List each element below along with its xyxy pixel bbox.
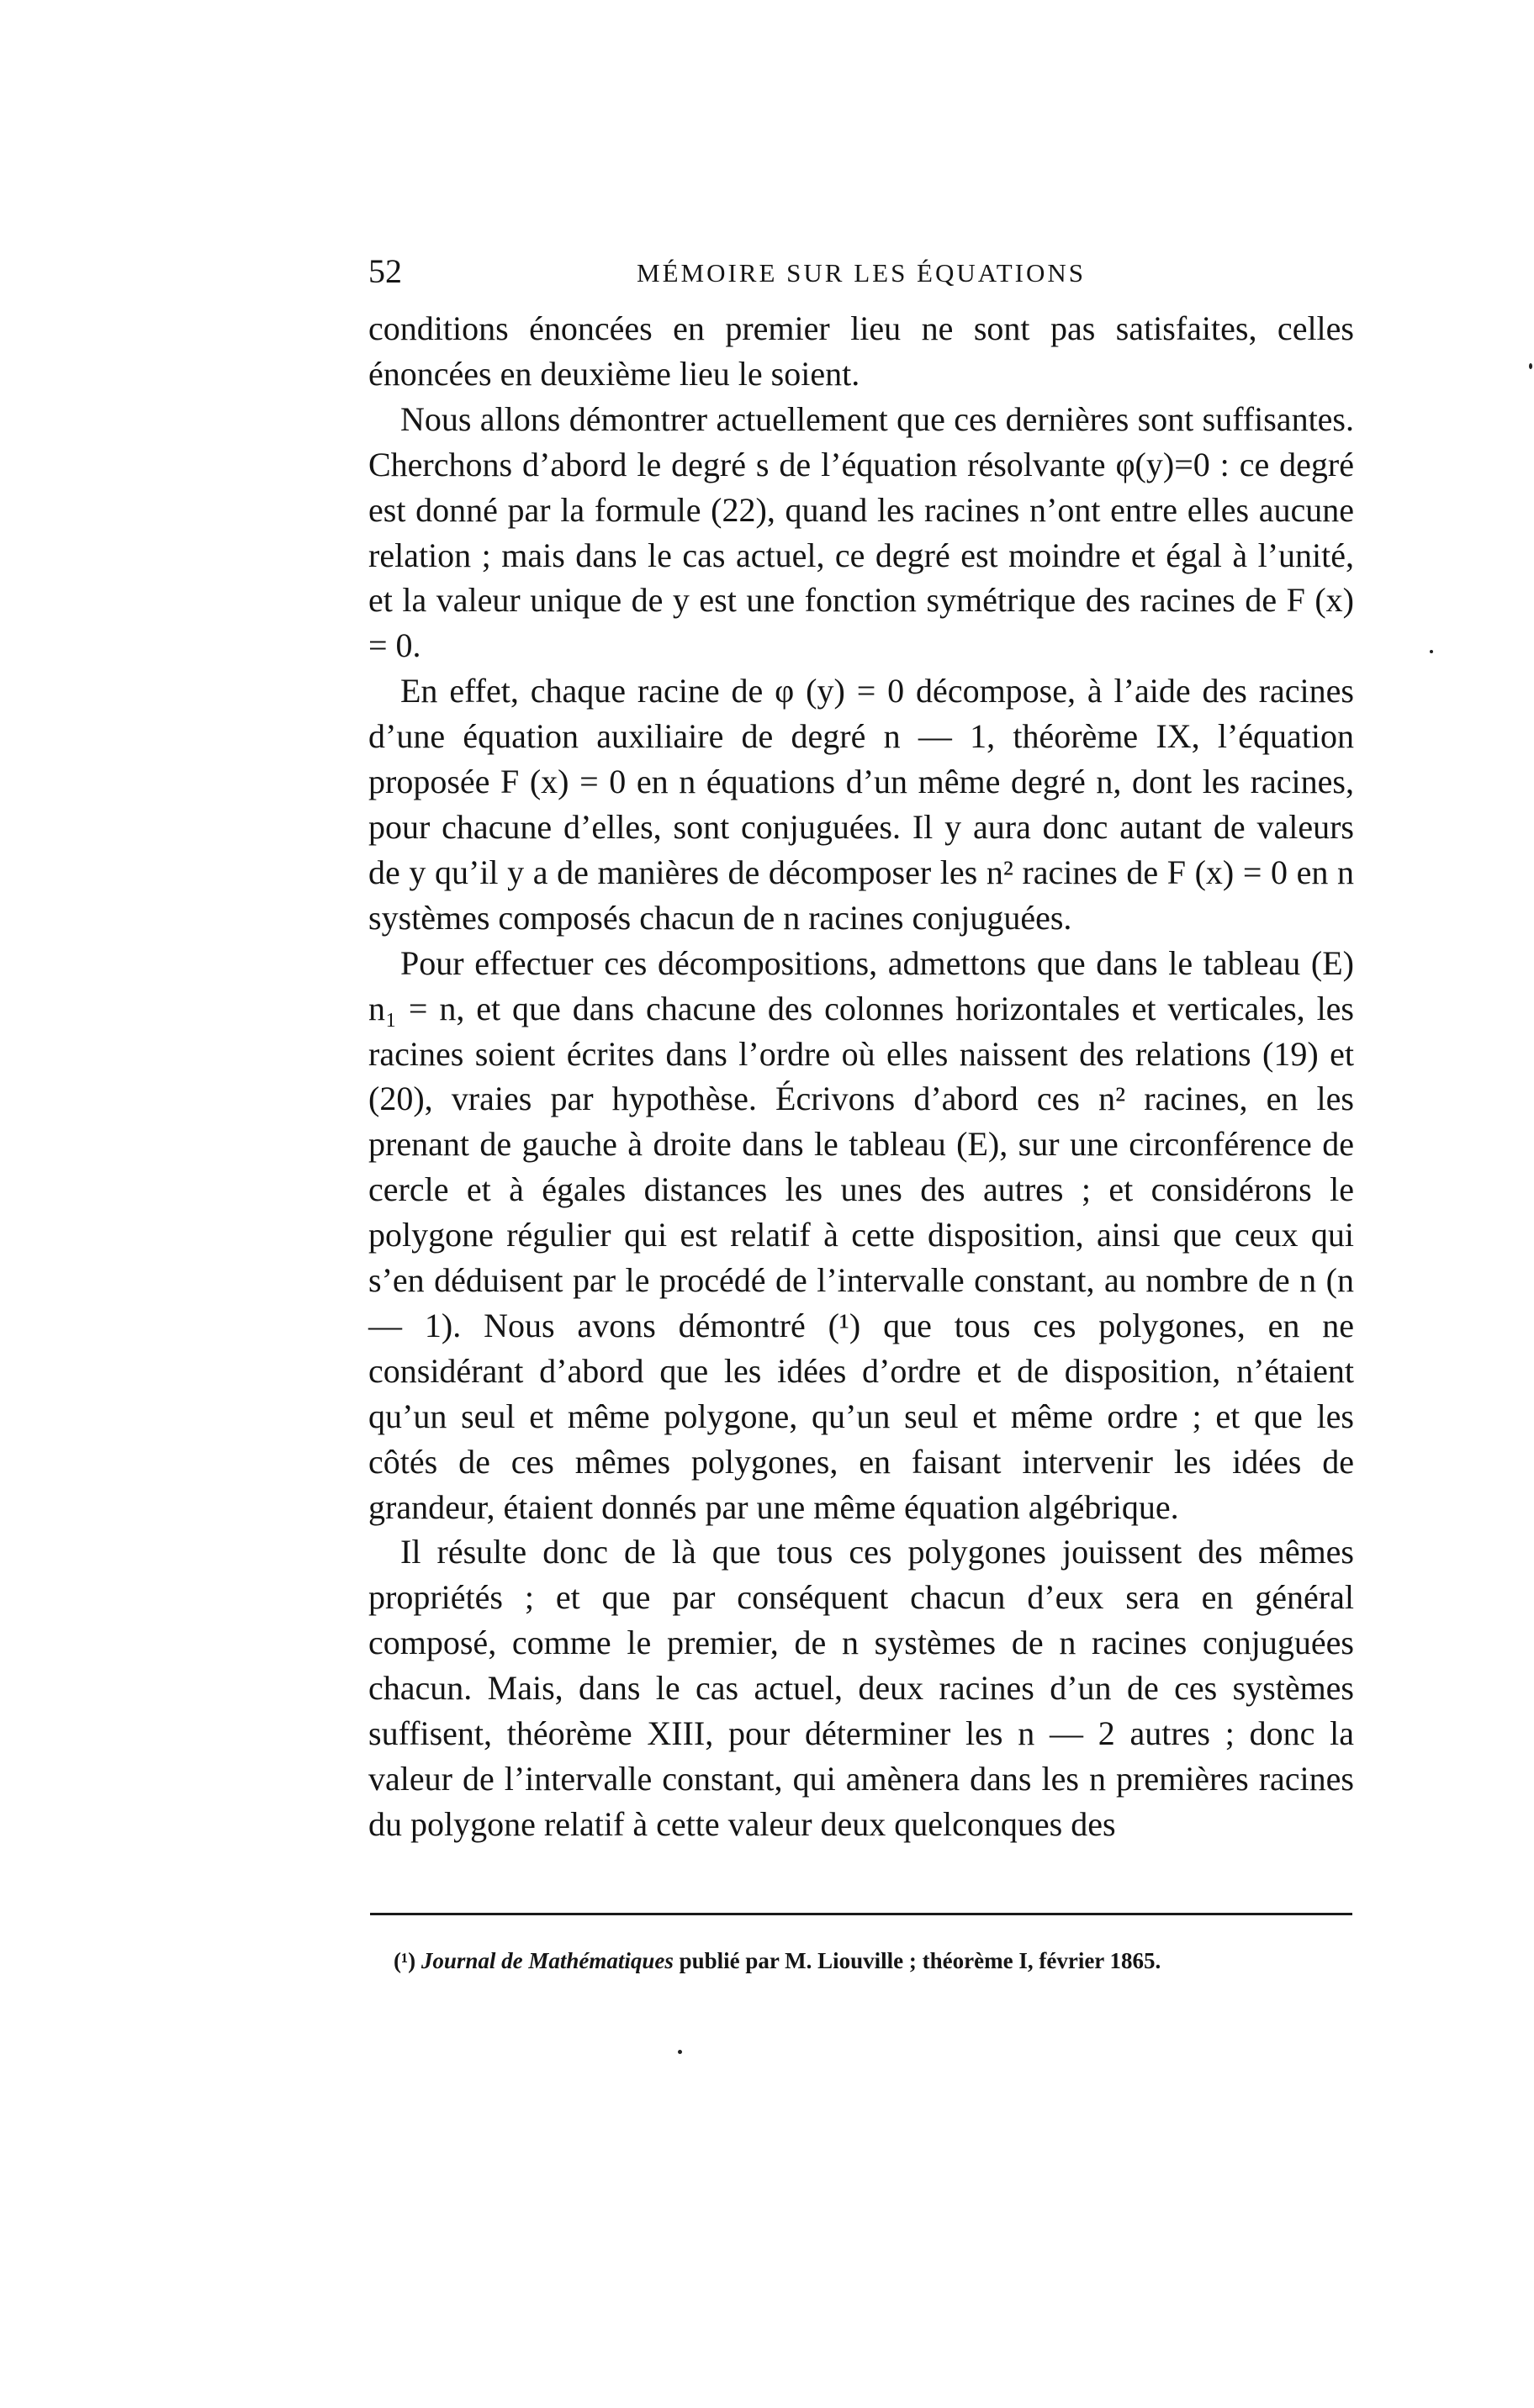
body-text	[368, 306, 1354, 1847]
paragraph-2: Nous allons démontrer actuellement que ces dernières sont suffisantes. Cherchons d’abord le degré s de l’équation résolvante φ(y)=0 : ce degré est donné par la formule (22), quand les racines n’ont entre elles aucune relation ; mais dans le cas actuel, ce degré est moindre et égal à l’unité, et la valeur unique de y est une fonction symétrique des racines de F (x) = 0.	[368, 399, 1354, 665]
scan-speck	[678, 2050, 682, 2054]
paragraph-4: Pour effectuer ces décompositions, admettons que dans le tableau (E) n₁ = n, et que dans chacune des colonnes horizontales et verticales, les racines soient écrites dans l’ordre où elles naissent des relations (19) et (20), vraies par hypothèse. Écrivons d’abord ces n² racines, en les prenant de gauche à droite dans le tableau (E), sur une circonférence de cercle et à égales distances les unes des autres ; et considérons le polygone régulier qui est relatif à cette disposition, ainsi que ceux qui s’en déduisent par le procédé de l’intervalle constant, au nombre de n (n — 1). Nous avons démontré (¹) que tous ces polygones, en ne considérant d’abord que les idées d’ordre et de disposition, n’étaient qu’un seul et même polygone, qu’un seul et même ordre ; et que les côtés de ces mêmes polygones, en faisant intervenir les idées de grandeur, étaient donnés par une même équation algébrique.	[368, 943, 1354, 1526]
footnote	[394, 1946, 1354, 1975]
scan-speck	[1430, 650, 1433, 653]
footnote-journal: Journal de Mathématiques	[421, 1948, 674, 1973]
running-title: MÉMOIRE SUR LES ÉQUATIONS	[637, 258, 1086, 288]
paragraph-5: Il résulte donc de là que tous ces polygones jouissent des mêmes propriétés ; et que par conséquent chacun d’eux sera en général composé, comme le premier, de n systèmes de n racines conjuguées chacun. Mais, dans le cas actuel, deux racines d’un de ces systèmes suffisent, théorème XIII, pour déterminer les n — 2 autres ; donc la valeur de l’intervalle constant, qui amènera dans les n premières racines du polygone relatif à cette valeur deux quelconques des	[368, 1533, 1354, 1843]
page-header	[368, 251, 1354, 293]
scan-speck	[1529, 363, 1532, 369]
page-number: 52	[368, 252, 402, 290]
footnote-text: publié par M. Liouville ; théorème I, février 1865.	[679, 1948, 1161, 1973]
footnote-rule	[370, 1913, 1352, 1915]
paragraph-3: En effet, chaque racine de φ (y) = 0 décompose, à l’aide des racines d’une équation auxiliaire de degré n — 1, théorème IX, l’équation proposée F (x) = 0 en n équations d’un même degré n, dont les racines, pour chacune d’elles, sont conjuguées. Il y aura donc autant de valeurs de y qu’il y a de manières de décomposer les n² racines de F (x) = 0 en n systèmes composés chacun de n racines conjuguées.	[368, 672, 1354, 937]
footnote-marker: (¹)	[394, 1948, 416, 1973]
paragraph-1: conditions énoncées en premier lieu ne sont pas satisfaites, celles énoncées en deuxième lieu le soient.	[368, 309, 1354, 393]
